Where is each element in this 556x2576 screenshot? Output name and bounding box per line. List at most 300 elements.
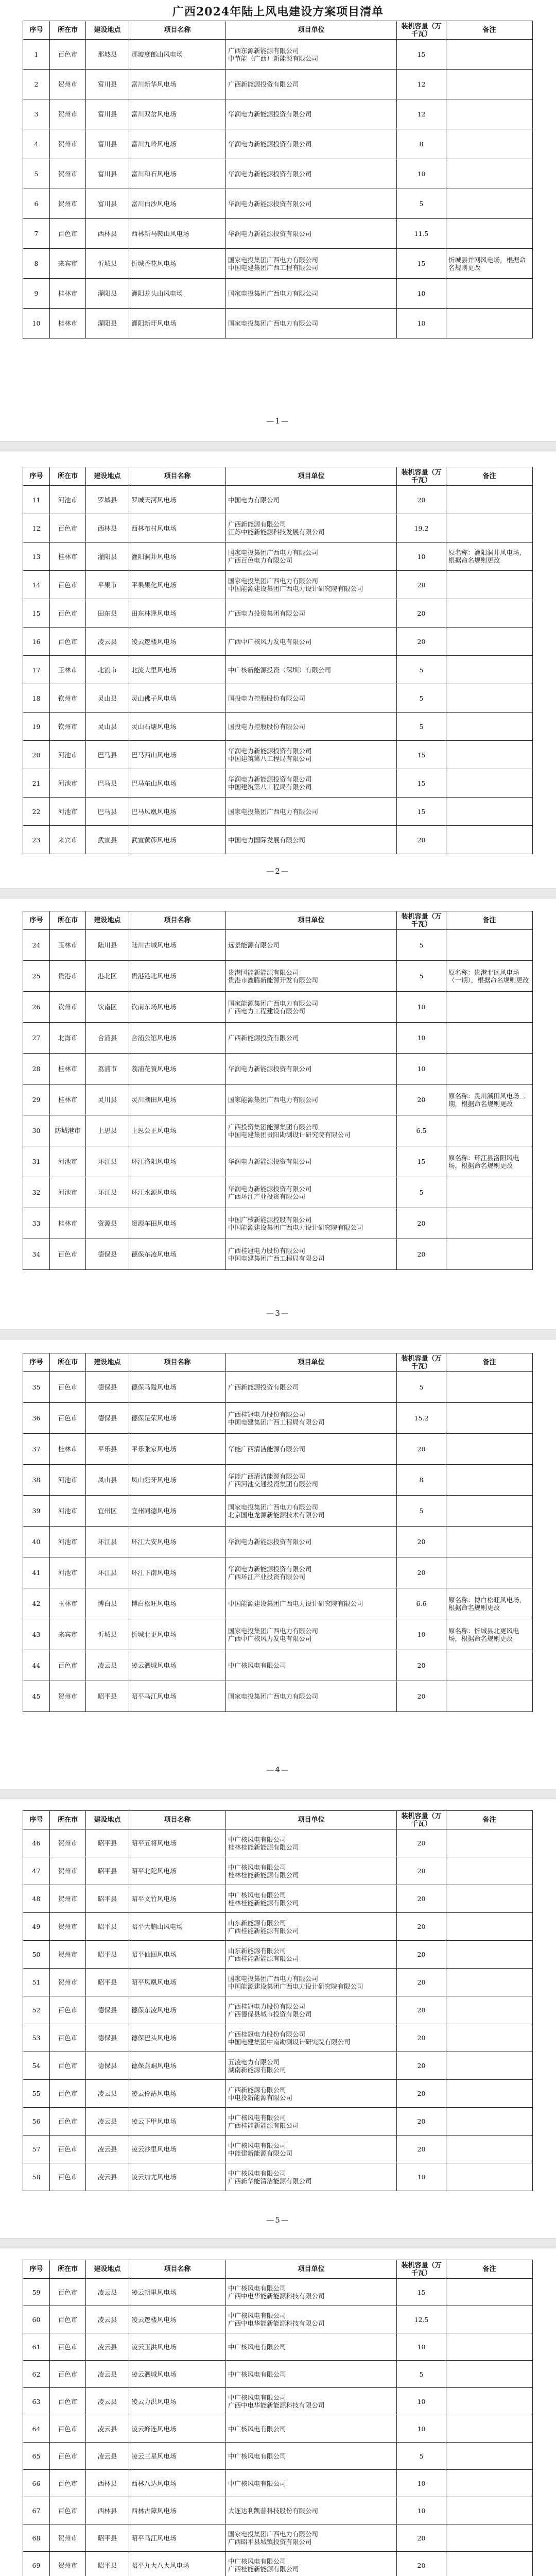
table-cell: 20 <box>397 2080 446 2108</box>
table-row <box>23 1996 533 2024</box>
table-cell: 资源车田风电场 <box>129 1208 226 1239</box>
table-row <box>23 1146 533 1177</box>
table-row <box>23 1115 533 1146</box>
table-row <box>23 1829 533 1857</box>
table-row <box>23 1557 533 1588</box>
table-cell: 10 <box>397 543 446 571</box>
table-cell: 中广核风电有限公司 <box>226 2333 397 2361</box>
table-cell <box>446 992 533 1023</box>
table-cell: 8 <box>23 249 50 279</box>
table-row <box>23 2108 533 2136</box>
table-cell: 富川县 <box>86 70 129 99</box>
table-cell: 广西新能源投资有限公司 <box>226 1372 397 1403</box>
document-title: 广西2024年陆上风电建设方案项目清单 <box>172 5 384 19</box>
table-cell: 富川白沙风电场 <box>129 189 226 219</box>
column-header: 项目名称 <box>129 1353 226 1372</box>
table-cell: 中国能源建设集团广西电力设计研究院有限公司 <box>226 1588 397 1619</box>
table-row <box>23 992 533 1023</box>
table-cell: 20 <box>397 1208 446 1239</box>
column-header: 备注 <box>446 2260 533 2279</box>
table-cell <box>446 514 533 543</box>
table-cell: 20 <box>397 1885 446 1913</box>
table-cell: 52 <box>23 1996 50 2024</box>
page-number: —5— <box>266 2215 290 2225</box>
table-cell: 灌阳龙头山风电场 <box>129 279 226 309</box>
table-cell <box>446 1177 533 1208</box>
table-cell: 国家能源集团广西电力有限公司 <box>226 1084 397 1115</box>
table-cell: 贺州市 <box>50 1969 86 1996</box>
table-cell: 博白县 <box>86 1588 129 1619</box>
table-cell: 环江下南风电场 <box>129 1557 226 1588</box>
table-cell: 钦南区 <box>86 992 129 1023</box>
table-cell: 5 <box>23 159 50 189</box>
table-cell: 钦州市 <box>50 992 86 1023</box>
table-cell: 富川双岔风电场 <box>129 99 226 129</box>
table-cell: 凌云县 <box>86 2443 129 2470</box>
table-row <box>23 2361 533 2388</box>
table-cell: 广西东源新能源有限公司 中节能（广西）新能源有限公司 <box>226 40 397 70</box>
table-cell: 10 <box>397 992 446 1023</box>
table-cell: 44 <box>23 1650 50 1681</box>
project-table-page-5 <box>23 1810 533 2191</box>
table-row <box>23 1857 533 1885</box>
table-cell: 百色市 <box>50 1239 86 1270</box>
table-cell: 那坡县 <box>86 40 129 70</box>
table-cell: 国家电投集团广西电力有限公司 中国电建集团广西工程有限公司 <box>226 249 397 279</box>
table-cell <box>446 1969 533 1996</box>
table-cell: 宜州同德风电场 <box>129 1496 226 1527</box>
table-cell: 中广核风电有限公司 桂林桂能新能源有限公司 <box>226 1885 397 1913</box>
table-header-row <box>23 1353 533 1372</box>
table-cell: 北海市 <box>50 1023 86 1054</box>
table-cell: 河池市 <box>50 769 86 798</box>
table-cell: 25 <box>23 961 50 992</box>
table-cell: 20 <box>397 1681 446 1712</box>
table-cell: 45 <box>23 1681 50 1712</box>
table-cell: 德保足荣风电场 <box>129 1403 226 1434</box>
table-cell: 20 <box>397 1996 446 2024</box>
table-row <box>23 2052 533 2080</box>
column-header: 项目名称 <box>129 1811 226 1829</box>
table-cell: 百色市 <box>50 628 86 656</box>
column-header: 备注 <box>446 21 533 40</box>
table-cell <box>446 1239 533 1270</box>
table-cell: 昭平县 <box>86 1969 129 1996</box>
table-cell: 凌云玉洪风电场 <box>129 2333 226 2361</box>
table-cell: 环江大安风电场 <box>129 1527 226 1557</box>
table-cell: 47 <box>23 1857 50 1885</box>
table-cell: 百色市 <box>50 514 86 543</box>
table-cell: 巴马县 <box>86 798 129 826</box>
table-cell: 15 <box>397 2279 446 2306</box>
table-cell: 中国电力有限公司 <box>226 486 397 514</box>
table-cell: 百色市 <box>50 2163 86 2191</box>
column-header: 序号 <box>23 467 50 486</box>
table-cell <box>446 1403 533 1434</box>
table-cell: 凌云县 <box>86 2333 129 2361</box>
column-header: 项目名称 <box>129 467 226 486</box>
table-cell: 钦州市 <box>50 684 86 713</box>
table-cell: 凌云县 <box>86 1650 129 1681</box>
table-cell: 德保巴头风电场 <box>129 2024 226 2052</box>
table-cell: 广西新能源投资有限公司 <box>226 70 397 99</box>
table-cell: 百色市 <box>50 2470 86 2497</box>
table-cell <box>446 1557 533 1588</box>
table-cell: 德保燕峒风电场 <box>129 2052 226 2080</box>
table-cell: 68 <box>23 2524 50 2552</box>
table-cell: 22 <box>23 798 50 826</box>
table-cell <box>446 2024 533 2052</box>
table-cell: 20 <box>397 1557 446 1588</box>
table-cell: 西林新马鞍山风电场 <box>129 219 226 249</box>
table-cell: 贺州市 <box>50 1829 86 1857</box>
table-cell: 灵山县 <box>86 684 129 713</box>
table-row <box>23 543 533 571</box>
table-cell: 55 <box>23 2080 50 2108</box>
column-header: 装机容量（万千瓦） <box>397 21 446 40</box>
table-cell: 百色市 <box>50 219 86 249</box>
table-cell: 灌阳县 <box>86 309 129 338</box>
table-cell <box>446 129 533 159</box>
table-row <box>23 219 533 249</box>
table-cell: 西林布村风电场 <box>129 514 226 543</box>
table-cell: 63 <box>23 2388 50 2415</box>
table-row <box>23 1619 533 1650</box>
table-cell: 58 <box>23 2163 50 2191</box>
table-cell: 环江县 <box>86 1557 129 1588</box>
table-cell: 桂林市 <box>50 1054 86 1084</box>
table-cell <box>446 599 533 628</box>
table-cell: 忻城县 <box>86 1619 129 1650</box>
table-cell: 昭平县 <box>86 1885 129 1913</box>
table-cell: 昭平九大八大风电场 <box>129 2552 226 2576</box>
project-table-page-6 <box>23 2260 533 2576</box>
table-cell: 华润电力新能源投资有限公司 <box>226 1527 397 1557</box>
table-row <box>23 2279 533 2306</box>
table-cell: 昭平马江风电场 <box>129 2524 226 2552</box>
table-cell: 15 <box>397 741 446 769</box>
table-cell <box>446 1913 533 1941</box>
table-cell <box>446 159 533 189</box>
table-row <box>23 1913 533 1941</box>
table-cell: 39 <box>23 1496 50 1527</box>
table-cell: 20 <box>397 1239 446 1270</box>
table-cell: 合浦公馆风电场 <box>129 1023 226 1054</box>
table-cell: 20 <box>397 2108 446 2136</box>
project-table-page-2 <box>23 467 533 854</box>
table-cell: 原名称：博白松旺风电场，根据命名规则更改 <box>446 1588 533 1619</box>
column-header: 项目单位 <box>226 1353 397 1372</box>
table-cell: 中广核风电有限公司 桂林桂能新能源有限公司 <box>226 1829 397 1857</box>
table-cell: 桂林市 <box>50 1084 86 1115</box>
table-row <box>23 2470 533 2497</box>
table-cell: 凌云下甲风电场 <box>129 2108 226 2136</box>
table-cell: 华能广西清洁能源有限公司 <box>226 1434 397 1465</box>
table-cell: 8 <box>397 129 446 159</box>
table-cell: 百色市 <box>50 2361 86 2388</box>
table-cell <box>446 930 533 961</box>
table-cell <box>446 1650 533 1681</box>
table-cell: 13 <box>23 543 50 571</box>
table-cell: 61 <box>23 2333 50 2361</box>
table-cell: 平果市 <box>86 571 129 599</box>
table-row <box>23 713 533 741</box>
table-cell: 富川县 <box>86 189 129 219</box>
table-row <box>23 70 533 99</box>
table-cell <box>446 684 533 713</box>
table-cell: 17 <box>23 656 50 684</box>
table-row <box>23 1588 533 1619</box>
table-cell: 20 <box>397 2024 446 2052</box>
table-cell: 富川县 <box>86 129 129 159</box>
table-cell: 12.5 <box>397 2306 446 2333</box>
table-cell: 武宣县 <box>86 826 129 854</box>
table-row <box>23 1650 533 1681</box>
table-cell: 华润电力新能源投资有限公司 广西环江产业投资有限公司 <box>226 1177 397 1208</box>
table-cell: 凌云县 <box>86 2361 129 2388</box>
table-cell: 来宾市 <box>50 1619 86 1650</box>
table-cell: 西林县 <box>86 514 129 543</box>
table-cell: 国家电投集团广西电力有限公司 <box>226 1681 397 1712</box>
column-header: 备注 <box>446 1811 533 1829</box>
table-cell: 平乐县 <box>86 1434 129 1465</box>
table-cell <box>446 2415 533 2443</box>
table-cell <box>446 2052 533 2080</box>
table-cell: 玉林市 <box>50 1588 86 1619</box>
table-cell: 国家电投集团广西电力有限公司 北京国电龙源新能源技术有限公司 <box>226 1496 397 1527</box>
table-cell: 15.2 <box>397 1403 446 1434</box>
table-cell: 凌云县 <box>86 2388 129 2415</box>
table-cell: 德保东凌风电场 <box>129 1996 226 2024</box>
table-cell: 凌云县 <box>86 2080 129 2108</box>
table-cell: 昭平县 <box>86 1829 129 1857</box>
table-cell: 陆川县 <box>86 930 129 961</box>
table-cell: 昭平县 <box>86 2524 129 2552</box>
table-cell: 凌云县 <box>86 2163 129 2191</box>
table-cell: 平乐张家风电场 <box>129 1434 226 1465</box>
table-cell: 42 <box>23 1588 50 1619</box>
table-cell: 华润电力新能源投资有限公司 中国建筑第八工程局有限公司 <box>226 741 397 769</box>
table-cell: 20 <box>397 1941 446 1969</box>
table-cell <box>446 2333 533 2361</box>
table-row <box>23 1054 533 1084</box>
table-cell: 48 <box>23 1885 50 1913</box>
table-cell: 钦南东场风电场 <box>129 992 226 1023</box>
table-cell: 上思公正风电场 <box>129 1115 226 1146</box>
table-cell: 23 <box>23 826 50 854</box>
table-cell: 15 <box>397 769 446 798</box>
table-cell: 昭平五将风电场 <box>129 1829 226 1857</box>
table-cell: 环江县 <box>86 1527 129 1557</box>
table-cell <box>446 486 533 514</box>
table-cell: 凌云峰连风电场 <box>129 2415 226 2443</box>
table-cell: 广西新能源投资有限公司 <box>226 1023 397 1054</box>
table-cell: 灵山佛子风电场 <box>129 684 226 713</box>
table-cell <box>446 2080 533 2108</box>
table-cell: 凌云朝里风电场 <box>129 2279 226 2306</box>
table-cell: 凌云县 <box>86 2306 129 2333</box>
table-cell: 中广核风电有限公司 <box>226 2443 397 2470</box>
table-cell <box>446 40 533 70</box>
table-cell: 21 <box>23 769 50 798</box>
table-cell <box>446 769 533 798</box>
table-cell: 忻城县 <box>86 249 129 279</box>
table-cell: 51 <box>23 1969 50 1996</box>
table-cell: 5 <box>397 961 446 992</box>
table-cell: 35 <box>23 1372 50 1403</box>
table-cell: 灵山县 <box>86 713 129 741</box>
page-number: —3— <box>266 1309 290 1318</box>
table-cell: 50 <box>23 1941 50 1969</box>
table-row <box>23 684 533 713</box>
table-row <box>23 656 533 684</box>
column-header: 项目名称 <box>129 911 226 930</box>
table-cell: 西林县 <box>86 2470 129 2497</box>
table-cell: 广西中广核风力发电有限公司 <box>226 628 397 656</box>
table-cell: 10 <box>397 2497 446 2524</box>
table-cell: 华润电力新能源投资有限公司 <box>226 219 397 249</box>
table-cell: 富川县 <box>86 159 129 189</box>
table-cell: 5 <box>397 713 446 741</box>
table-cell <box>446 1054 533 1084</box>
table-cell: 40 <box>23 1527 50 1557</box>
table-cell: 凌云力洪风电场 <box>129 2388 226 2415</box>
table-row <box>23 826 533 854</box>
table-cell: 10 <box>397 1619 446 1650</box>
table-cell: 中广核风电有限公司 广西新华能清洁能源有限公司 <box>226 2163 397 2191</box>
table-cell: 54 <box>23 2052 50 2080</box>
table-cell: 昭平县 <box>86 1857 129 1885</box>
column-header: 建设地点 <box>86 911 129 930</box>
table-cell: 陆川古城风电场 <box>129 930 226 961</box>
table-row <box>23 571 533 599</box>
table-cell: 贺州市 <box>50 70 86 99</box>
table-cell: 贵港国能新能源有限公司 贵港市鑫腾新能源开发有限公司 <box>226 961 397 992</box>
column-header: 所在市 <box>50 1811 86 1829</box>
table-cell: 10 <box>397 1023 446 1054</box>
table-cell: 10 <box>397 2415 446 2443</box>
table-cell: 百色市 <box>50 2388 86 2415</box>
column-header: 建设地点 <box>86 1811 129 1829</box>
table-cell: 昭平文竹风电场 <box>129 1885 226 1913</box>
table-row <box>23 2415 533 2443</box>
table-row <box>23 2552 533 2576</box>
table-cell <box>446 571 533 599</box>
table-cell <box>446 1681 533 1712</box>
table-cell: 10 <box>397 2470 446 2497</box>
table-cell: 环江县 <box>86 1146 129 1177</box>
table-cell: 昭平凤凰风电场 <box>129 1969 226 1996</box>
table-row <box>23 249 533 279</box>
page-number: —1— <box>266 416 290 426</box>
table-row <box>23 2388 533 2415</box>
table-cell: 8 <box>397 1465 446 1496</box>
table-cell <box>446 798 533 826</box>
table-cell: 昭平县 <box>86 1941 129 1969</box>
table-cell: 56 <box>23 2108 50 2136</box>
table-cell: 灌阳县 <box>86 543 129 571</box>
table-cell: 国家电投集团广西电力有限公司 <box>226 309 397 338</box>
table-cell: 20 <box>397 2052 446 2080</box>
table-cell: 中广核风电有限公司 广西中电华能新能源科技有限公司 <box>226 2306 397 2333</box>
table-cell: 百色市 <box>50 2333 86 2361</box>
table-cell: 中广核风电有限公司 广西桂能新能源有限公司 <box>226 2552 397 2576</box>
table-cell: 20 <box>397 2552 446 2576</box>
table-cell: 5 <box>397 2443 446 2470</box>
table-row <box>23 741 533 769</box>
table-cell: 百色市 <box>50 1403 86 1434</box>
table-cell: 灌阳县 <box>86 279 129 309</box>
table-cell: 中广核风电有限公司 <box>226 2415 397 2443</box>
table-cell: 15 <box>397 249 446 279</box>
table-cell: 贺州市 <box>50 1681 86 1712</box>
table-cell: 百色市 <box>50 599 86 628</box>
table-cell: 五凌电力有限公司 湖南新能源有限公司 <box>226 2052 397 2080</box>
table-row <box>23 1527 533 1557</box>
table-cell: 巴马凤凰风电场 <box>129 798 226 826</box>
column-header: 备注 <box>446 467 533 486</box>
table-row <box>23 2333 533 2361</box>
table-cell: 4 <box>23 129 50 159</box>
table-cell: 15 <box>397 798 446 826</box>
table-cell: 河池市 <box>50 798 86 826</box>
table-row <box>23 279 533 309</box>
table-cell <box>446 2306 533 2333</box>
table-cell: 广西桂冠电力股份有限公司 中国电建集团广西工程局有限公司 <box>226 1239 397 1270</box>
table-cell: 29 <box>23 1084 50 1115</box>
table-cell: 57 <box>23 2136 50 2163</box>
table-cell <box>446 656 533 684</box>
table-cell: 荔浦花篢风电场 <box>129 1054 226 1084</box>
table-cell: 昭平县 <box>86 2552 129 2576</box>
table-cell: 中广核风电有限公司 中能建新能源有限公司 <box>226 2136 397 2163</box>
table-cell: 德保县 <box>86 2024 129 2052</box>
column-header: 装机容量（万千瓦） <box>397 2260 446 2279</box>
table-row <box>23 189 533 219</box>
column-header: 所在市 <box>50 21 86 40</box>
table-cell: 凌云县 <box>86 628 129 656</box>
table-cell: 贺州市 <box>50 2524 86 2552</box>
column-header: 项目名称 <box>129 2260 226 2279</box>
table-cell: 10 <box>397 159 446 189</box>
table-cell: 凌云伶站风电场 <box>129 2080 226 2108</box>
table-cell: 河池市 <box>50 1527 86 1557</box>
table-cell: 国家电投集团广西电力有限公司 <box>226 798 397 826</box>
table-row <box>23 2024 533 2052</box>
table-cell: 10 <box>397 279 446 309</box>
column-header: 序号 <box>23 911 50 930</box>
table-cell: 宜州区 <box>86 1496 129 1527</box>
table-cell: 30 <box>23 1115 50 1146</box>
table-cell: 凌云逻楼风电场 <box>129 628 226 656</box>
table-cell <box>446 1434 533 1465</box>
table-cell: 资源县 <box>86 1208 129 1239</box>
table-cell: 37 <box>23 1434 50 1465</box>
table-cell: 中广核风电有限公司 <box>226 1650 397 1681</box>
table-cell: 19.2 <box>397 514 446 543</box>
table-cell <box>446 189 533 219</box>
page-separator <box>0 441 556 451</box>
table-row <box>23 309 533 338</box>
table-header-row <box>23 21 533 40</box>
column-header: 项目单位 <box>226 467 397 486</box>
table-cell: 北流市 <box>86 656 129 684</box>
table-cell: 广西桂冠电力股份有限公司 广西德保县城市投资有限公司 <box>226 1996 397 2024</box>
table-cell <box>446 2470 533 2497</box>
table-row <box>23 1372 533 1403</box>
table-cell: 百色市 <box>50 2108 86 2136</box>
table-cell: 20 <box>397 2136 446 2163</box>
